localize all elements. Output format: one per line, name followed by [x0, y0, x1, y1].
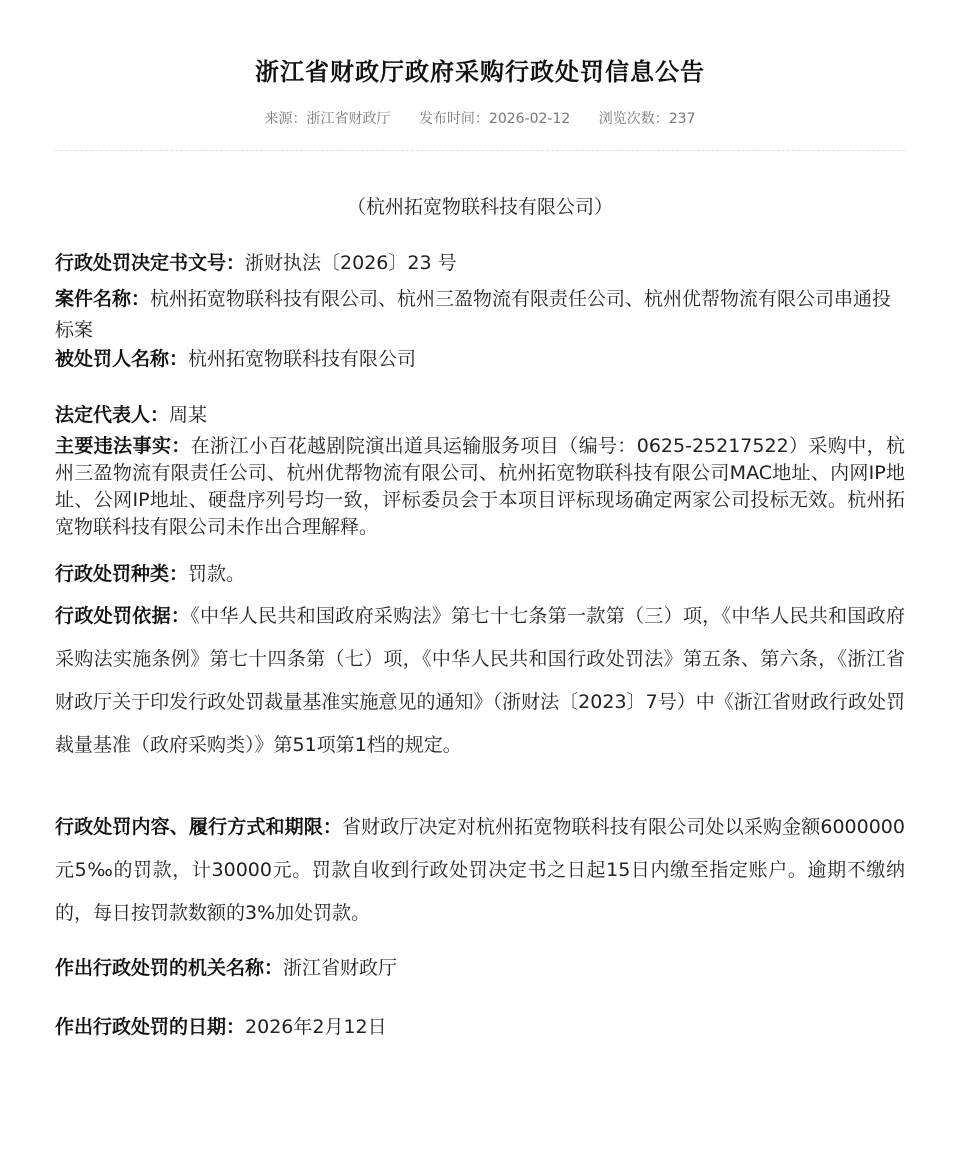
field-value: 《中华人民共和国政府采购法》第七十七条第一款第（三）项，《中华人民共和国政府采购法实施条例》第七十四条第（七）项，《中华人民共和国行政处罚法》第五条、第六条，《浙江省财政厅关于印发行政处罚裁量基准实施意见的通知》（浙财法〔2023〕7号）中《浙江省财政行政处罚裁量基准（政府采购类）》第51项第1档的规定。: [55, 605, 905, 756]
field-basis: [55, 595, 905, 767]
company-heading: （杭州拓宽物联科技有限公司）: [346, 196, 613, 218]
field-value: 周某: [169, 404, 208, 426]
field-value: 罚款。: [188, 563, 246, 585]
view-count: 浏览次数：237: [598, 111, 696, 127]
publish-time: 发布时间：2026-02-12: [418, 111, 571, 127]
field-label: 案件名称：: [55, 288, 151, 310]
field-value: 杭州拓宽物联科技有限公司、杭州三盈物流有限责任公司、杭州优帮物流有限公司串通投标案: [55, 288, 892, 341]
field-facts: [55, 433, 905, 541]
field-value: 杭州拓宽物联科技有限公司: [188, 348, 417, 370]
field-label: 作出行政处罚的日期：: [55, 1016, 246, 1038]
field-penalty-type: [55, 559, 905, 590]
article-meta: [0, 108, 960, 128]
field-label: 法定代表人：: [55, 404, 170, 426]
field-value: 浙财执法〔2026〕23 号: [245, 252, 457, 274]
field-date: [55, 1012, 905, 1043]
field-legal-rep: [55, 400, 905, 431]
field-label: 行政处罚决定书文号：: [55, 252, 246, 274]
field-label: 行政处罚内容、履行方式和期限：: [55, 816, 343, 838]
field-penalized-party: [55, 344, 905, 375]
field-content: [55, 806, 905, 935]
divider: [55, 150, 905, 151]
field-label: 行政处罚依据：: [55, 605, 191, 627]
source-label: 来源：浙江省财政厅: [264, 111, 391, 127]
field-value: 浙江省财政厅: [283, 957, 398, 979]
field-label: 被处罚人名称：: [55, 348, 189, 370]
field-value: 在浙江小百花越剧院演出道具运输服务项目（编号：0625-25217522）采购中，杭州三盈物流有限责任公司、杭州优帮物流有限公司、杭州拓宽物联科技有限公司MAC地址、内网IP地址、公网IP地址、硬盘序列号均一致，评标委员会于本项目评标现场确定两家公司投标无效。杭州拓宽物联科技有限公司未作出合理解释。: [55, 435, 905, 538]
page-title: 浙江省财政厅政府采购行政处罚信息公告: [255, 58, 705, 86]
field-value: 省财政厅决定对杭州拓宽物联科技有限公司处以采购金额6000000元5‰的罚款，计30000元。罚款自收到行政处罚决定书之日起15日内缴至指定账户。逾期不缴纳的，每日按罚款数额的3%加处罚款。: [55, 816, 905, 924]
field-label: 作出行政处罚的机关名称：: [55, 957, 284, 979]
field-authority: [55, 953, 905, 984]
field-decision-no: [55, 248, 905, 279]
field-case-name: [55, 284, 905, 346]
field-label: 主要违法事实：: [55, 435, 191, 457]
field-value: 2026年2月12日: [245, 1016, 387, 1038]
field-label: 行政处罚种类：: [55, 563, 189, 585]
